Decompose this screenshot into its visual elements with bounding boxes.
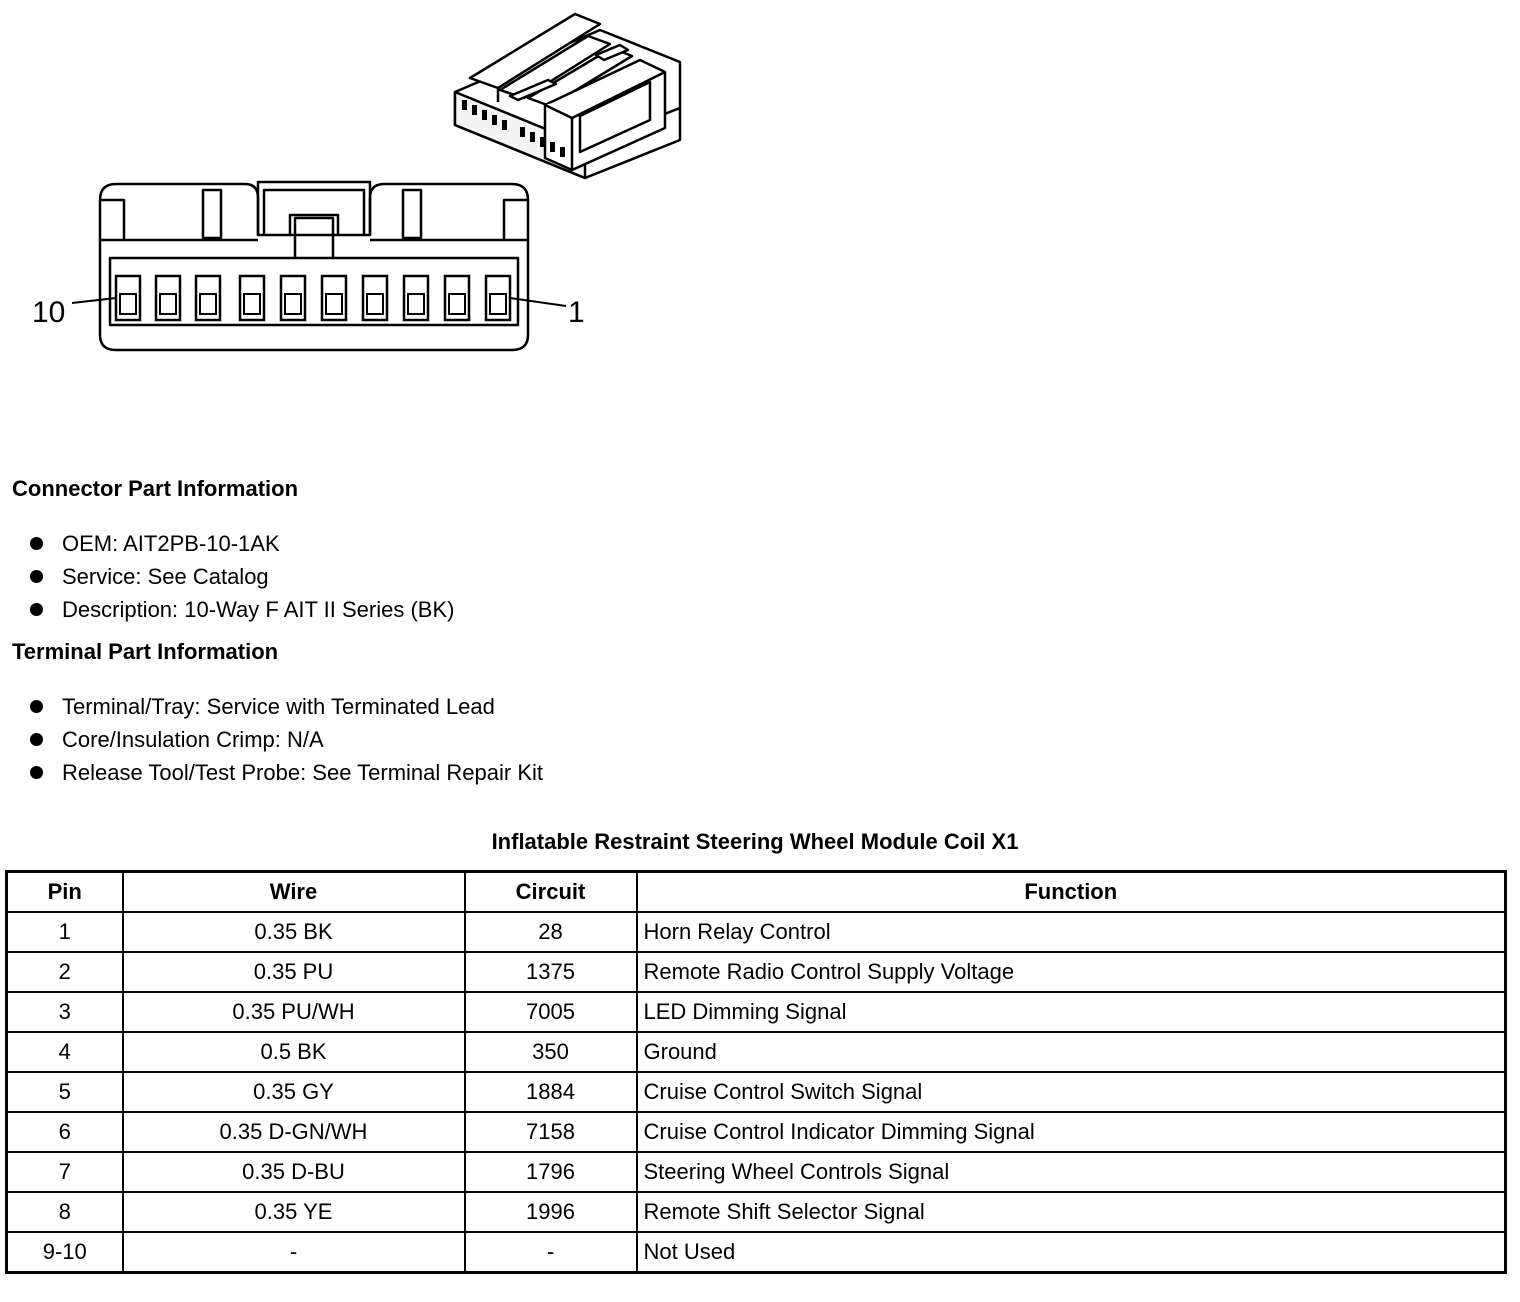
terminal-part-info-heading: Terminal Part Information	[12, 639, 279, 664]
list-item: Service: See Catalog	[30, 560, 454, 593]
cell-circuit: 350	[465, 1032, 637, 1072]
cell-pin: 5	[7, 1072, 123, 1112]
cell-pin: 2	[7, 952, 123, 992]
cell-wire: 0.35 PU/WH	[123, 992, 465, 1032]
cell-wire: 0.5 BK	[123, 1032, 465, 1072]
cell-circuit: 7158	[465, 1112, 637, 1152]
list-item: OEM: AIT2PB-10-1AK	[30, 527, 454, 560]
cell-pin: 3	[7, 992, 123, 1032]
pin-number-left-label: 10	[32, 296, 66, 329]
cell-circuit: -	[465, 1232, 637, 1273]
table-row	[7, 952, 1506, 992]
table-row	[7, 992, 1506, 1032]
terminal-part-info-list	[30, 690, 543, 789]
cell-wire: 0.35 BK	[123, 912, 465, 952]
pinout-table	[5, 870, 1507, 1274]
list-item: Terminal/Tray: Service with Terminated Lead	[30, 690, 543, 723]
cell-wire: 0.35 D-BU	[123, 1152, 465, 1192]
cell-function: LED Dimming Signal	[637, 992, 1506, 1032]
cell-circuit: 1796	[465, 1152, 637, 1192]
cell-circuit: 1375	[465, 952, 637, 992]
connector-part-info-list	[30, 527, 454, 626]
cell-circuit: 7005	[465, 992, 637, 1032]
table-row	[7, 1152, 1506, 1192]
cell-pin: 4	[7, 1032, 123, 1072]
cell-function: Cruise Control Indicator Dimming Signal	[637, 1112, 1506, 1152]
cell-wire: 0.35 GY	[123, 1072, 465, 1112]
bullet-icon	[30, 733, 43, 746]
table-row	[7, 1032, 1506, 1072]
table-header-row	[7, 872, 1506, 913]
column-header-wire: Wire	[123, 872, 465, 913]
cell-wire: 0.35 D-GN/WH	[123, 1112, 465, 1152]
cell-function: Cruise Control Switch Signal	[637, 1072, 1506, 1112]
cell-circuit: 1884	[465, 1072, 637, 1112]
connector-part-info-heading: Connector Part Information	[12, 476, 299, 501]
cell-pin: 8	[7, 1192, 123, 1232]
list-item: Release Tool/Test Probe: See Terminal Repair Kit	[30, 756, 543, 789]
cell-circuit: 28	[465, 912, 637, 952]
cell-wire: 0.35 PU	[123, 952, 465, 992]
pin-number-right-label: 1	[568, 296, 585, 329]
bullet-icon	[30, 537, 43, 550]
pinout-table-title: Inflatable Restraint Steering Wheel Module Coil X1	[491, 829, 1019, 854]
table-row	[7, 1232, 1506, 1273]
table-row	[7, 1192, 1506, 1232]
cell-wire: -	[123, 1232, 465, 1273]
column-header-function: Function	[637, 872, 1506, 913]
cell-function: Remote Shift Selector Signal	[637, 1192, 1506, 1232]
cell-function: Horn Relay Control	[637, 912, 1506, 952]
list-item: Core/Insulation Crimp: N/A	[30, 723, 543, 756]
cell-pin: 9-10	[7, 1232, 123, 1273]
table-row	[7, 1072, 1506, 1112]
cell-wire: 0.35 YE	[123, 1192, 465, 1232]
column-header-circuit: Circuit	[465, 872, 637, 913]
cell-function: Steering Wheel Controls Signal	[637, 1152, 1506, 1192]
cell-pin: 6	[7, 1112, 123, 1152]
bullet-icon	[30, 700, 43, 713]
bullet-icon	[30, 603, 43, 616]
list-item: Description: 10-Way F AIT II Series (BK)	[30, 593, 454, 626]
table-row	[7, 1112, 1506, 1152]
cell-circuit: 1996	[465, 1192, 637, 1232]
cell-pin: 7	[7, 1152, 123, 1192]
column-header-pin: Pin	[7, 872, 123, 913]
cell-function: Ground	[637, 1032, 1506, 1072]
bullet-icon	[30, 766, 43, 779]
connector-isometric-drawing	[0, 0, 1520, 400]
cell-pin: 1	[7, 912, 123, 952]
cell-function: Not Used	[637, 1232, 1506, 1273]
table-row	[7, 912, 1506, 952]
cell-function: Remote Radio Control Supply Voltage	[637, 952, 1506, 992]
bullet-icon	[30, 570, 43, 583]
